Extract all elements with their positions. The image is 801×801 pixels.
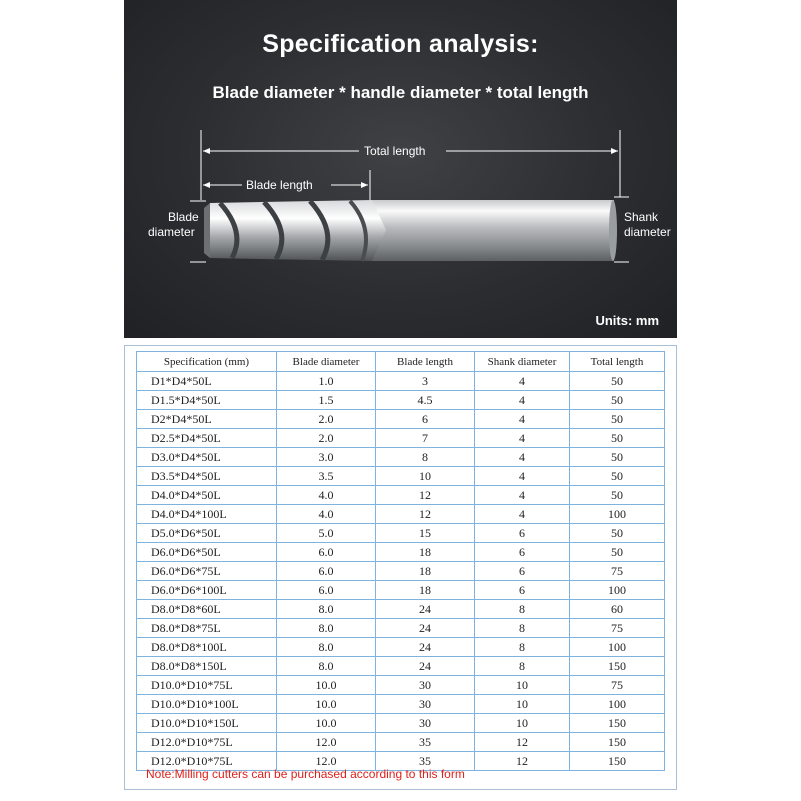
cell-total-length: 150 (570, 657, 665, 676)
col-header-specification: Specification (mm) (137, 352, 277, 372)
col-header-blade-diameter: Blade diameter (277, 352, 376, 372)
total-length-label: Total length (364, 144, 426, 158)
table-row (137, 391, 665, 410)
cell-specification: D4.0*D4*50L (137, 486, 277, 505)
cell-specification: D10.0*D10*100L (137, 695, 277, 714)
spec-table (136, 351, 665, 771)
cell-specification: D10.0*D10*75L (137, 676, 277, 695)
cell-shank-diameter: 10 (475, 676, 570, 695)
cell-blade-diameter: 5.0 (277, 524, 376, 543)
page-title: Specification analysis: (262, 30, 539, 58)
cell-shank-diameter: 4 (475, 448, 570, 467)
cell-specification: D4.0*D4*100L (137, 505, 277, 524)
cell-blade-length: 12 (376, 505, 475, 524)
cell-total-length: 50 (570, 543, 665, 562)
cell-blade-diameter: 6.0 (277, 581, 376, 600)
table-row (137, 429, 665, 448)
cell-total-length: 60 (570, 600, 665, 619)
cell-blade-diameter: 8.0 (277, 619, 376, 638)
cell-specification: D8.0*D8*75L (137, 619, 277, 638)
cell-blade-length: 4.5 (376, 391, 475, 410)
cell-blade-diameter: 3.5 (277, 467, 376, 486)
cell-specification: D3.5*D4*50L (137, 467, 277, 486)
cell-blade-diameter: 1.5 (277, 391, 376, 410)
shank-diameter-label-2: diameter (624, 225, 671, 239)
cell-blade-diameter: 2.0 (277, 429, 376, 448)
cell-blade-length: 24 (376, 638, 475, 657)
cell-specification: D8.0*D8*100L (137, 638, 277, 657)
spec-table-panel (124, 345, 677, 790)
cell-shank-diameter: 12 (475, 752, 570, 771)
cell-shank-diameter: 4 (475, 429, 570, 448)
table-row (137, 505, 665, 524)
cell-shank-diameter: 8 (475, 600, 570, 619)
table-row (137, 562, 665, 581)
cell-blade-length: 30 (376, 714, 475, 733)
cell-blade-length: 24 (376, 600, 475, 619)
spec-banner (124, 0, 677, 338)
cell-total-length: 100 (570, 505, 665, 524)
table-header-row (137, 352, 665, 372)
cell-total-length: 100 (570, 638, 665, 657)
cell-specification: D8.0*D8*150L (137, 657, 277, 676)
cell-shank-diameter: 6 (475, 543, 570, 562)
cell-shank-diameter: 4 (475, 467, 570, 486)
cell-blade-length: 18 (376, 562, 475, 581)
cell-total-length: 75 (570, 619, 665, 638)
cell-blade-diameter: 10.0 (277, 695, 376, 714)
cell-blade-length: 24 (376, 619, 475, 638)
cell-blade-diameter: 12.0 (277, 752, 376, 771)
cell-blade-diameter: 2.0 (277, 410, 376, 429)
cell-shank-diameter: 4 (475, 391, 570, 410)
cell-shank-diameter: 4 (475, 410, 570, 429)
cell-blade-diameter: 8.0 (277, 600, 376, 619)
cell-specification: D3.0*D4*50L (137, 448, 277, 467)
table-row (137, 695, 665, 714)
cell-blade-diameter: 10.0 (277, 714, 376, 733)
purchase-note: Note:Milling cutters can be purchased according to this form (146, 767, 465, 781)
cell-blade-length: 7 (376, 429, 475, 448)
cell-total-length: 50 (570, 410, 665, 429)
table-row (137, 410, 665, 429)
cell-blade-length: 18 (376, 543, 475, 562)
table-row (137, 372, 665, 391)
table-row (137, 448, 665, 467)
cell-blade-diameter: 12.0 (277, 733, 376, 752)
cell-specification: D1*D4*50L (137, 372, 277, 391)
cell-total-length: 50 (570, 429, 665, 448)
cell-specification: D8.0*D8*60L (137, 600, 277, 619)
blade-length-label: Blade length (246, 178, 313, 192)
cell-blade-diameter: 4.0 (277, 486, 376, 505)
cell-specification: D10.0*D10*150L (137, 714, 277, 733)
cell-shank-diameter: 8 (475, 638, 570, 657)
table-row (137, 524, 665, 543)
cell-shank-diameter: 12 (475, 733, 570, 752)
cell-blade-length: 8 (376, 448, 475, 467)
cell-specification: D1.5*D4*50L (137, 391, 277, 410)
cell-shank-diameter: 8 (475, 619, 570, 638)
col-header-shank-diameter: Shank diameter (475, 352, 570, 372)
cell-blade-length: 35 (376, 733, 475, 752)
cell-total-length: 100 (570, 695, 665, 714)
cell-blade-length: 3 (376, 372, 475, 391)
cell-specification: D5.0*D6*50L (137, 524, 277, 543)
cell-shank-diameter: 6 (475, 524, 570, 543)
cell-total-length: 150 (570, 733, 665, 752)
cell-blade-length: 6 (376, 410, 475, 429)
cell-shank-diameter: 6 (475, 562, 570, 581)
cell-blade-length: 10 (376, 467, 475, 486)
cell-specification: D6.0*D6*50L (137, 543, 277, 562)
cell-blade-length: 15 (376, 524, 475, 543)
cell-total-length: 100 (570, 581, 665, 600)
blade-diameter-label-2: diameter (148, 225, 195, 239)
cell-blade-length: 30 (376, 676, 475, 695)
table-row (137, 714, 665, 733)
cell-specification: D2*D4*50L (137, 410, 277, 429)
cell-blade-diameter: 8.0 (277, 638, 376, 657)
cell-blade-diameter: 1.0 (277, 372, 376, 391)
cell-blade-length: 12 (376, 486, 475, 505)
cell-shank-diameter: 6 (475, 581, 570, 600)
table-row (137, 581, 665, 600)
cell-shank-diameter: 10 (475, 714, 570, 733)
cell-specification: D12.0*D10*75L (137, 733, 277, 752)
units-label: Units: mm (595, 313, 659, 328)
table-row (137, 619, 665, 638)
table-row (137, 486, 665, 505)
cell-blade-length: 35 (376, 752, 475, 771)
cell-total-length: 50 (570, 486, 665, 505)
table-row (137, 543, 665, 562)
cell-specification: D6.0*D6*100L (137, 581, 277, 600)
col-header-total-length: Total length (570, 352, 665, 372)
cell-total-length: 150 (570, 752, 665, 771)
cell-blade-diameter: 6.0 (277, 562, 376, 581)
cell-total-length: 50 (570, 467, 665, 486)
cell-total-length: 50 (570, 372, 665, 391)
cell-total-length: 50 (570, 524, 665, 543)
table-row (137, 733, 665, 752)
cell-blade-diameter: 4.0 (277, 505, 376, 524)
col-header-blade-length: Blade length (376, 352, 475, 372)
cell-shank-diameter: 4 (475, 505, 570, 524)
cell-blade-diameter: 3.0 (277, 448, 376, 467)
table-row (137, 676, 665, 695)
cell-blade-diameter: 8.0 (277, 657, 376, 676)
cell-specification: D2.5*D4*50L (137, 429, 277, 448)
table-row (137, 600, 665, 619)
table-row (137, 467, 665, 486)
cell-shank-diameter: 10 (475, 695, 570, 714)
cell-total-length: 50 (570, 448, 665, 467)
cell-shank-diameter: 8 (475, 657, 570, 676)
cell-blade-diameter: 10.0 (277, 676, 376, 695)
cell-blade-length: 18 (376, 581, 475, 600)
table-row (137, 638, 665, 657)
table-row (137, 657, 665, 676)
page-subtitle: Blade diameter * handle diameter * total length (212, 83, 589, 102)
cell-total-length: 150 (570, 714, 665, 733)
cell-total-length: 75 (570, 676, 665, 695)
cell-shank-diameter: 4 (475, 372, 570, 391)
cell-blade-length: 30 (376, 695, 475, 714)
cell-specification: D12.0*D10*75L (137, 752, 277, 771)
cell-blade-diameter: 6.0 (277, 543, 376, 562)
shank-diameter-label: Shank (624, 210, 659, 224)
cell-total-length: 50 (570, 391, 665, 410)
cell-specification: D6.0*D6*75L (137, 562, 277, 581)
blade-diameter-label: Blade (168, 210, 199, 224)
cell-blade-length: 24 (376, 657, 475, 676)
cell-shank-diameter: 4 (475, 486, 570, 505)
cell-total-length: 75 (570, 562, 665, 581)
